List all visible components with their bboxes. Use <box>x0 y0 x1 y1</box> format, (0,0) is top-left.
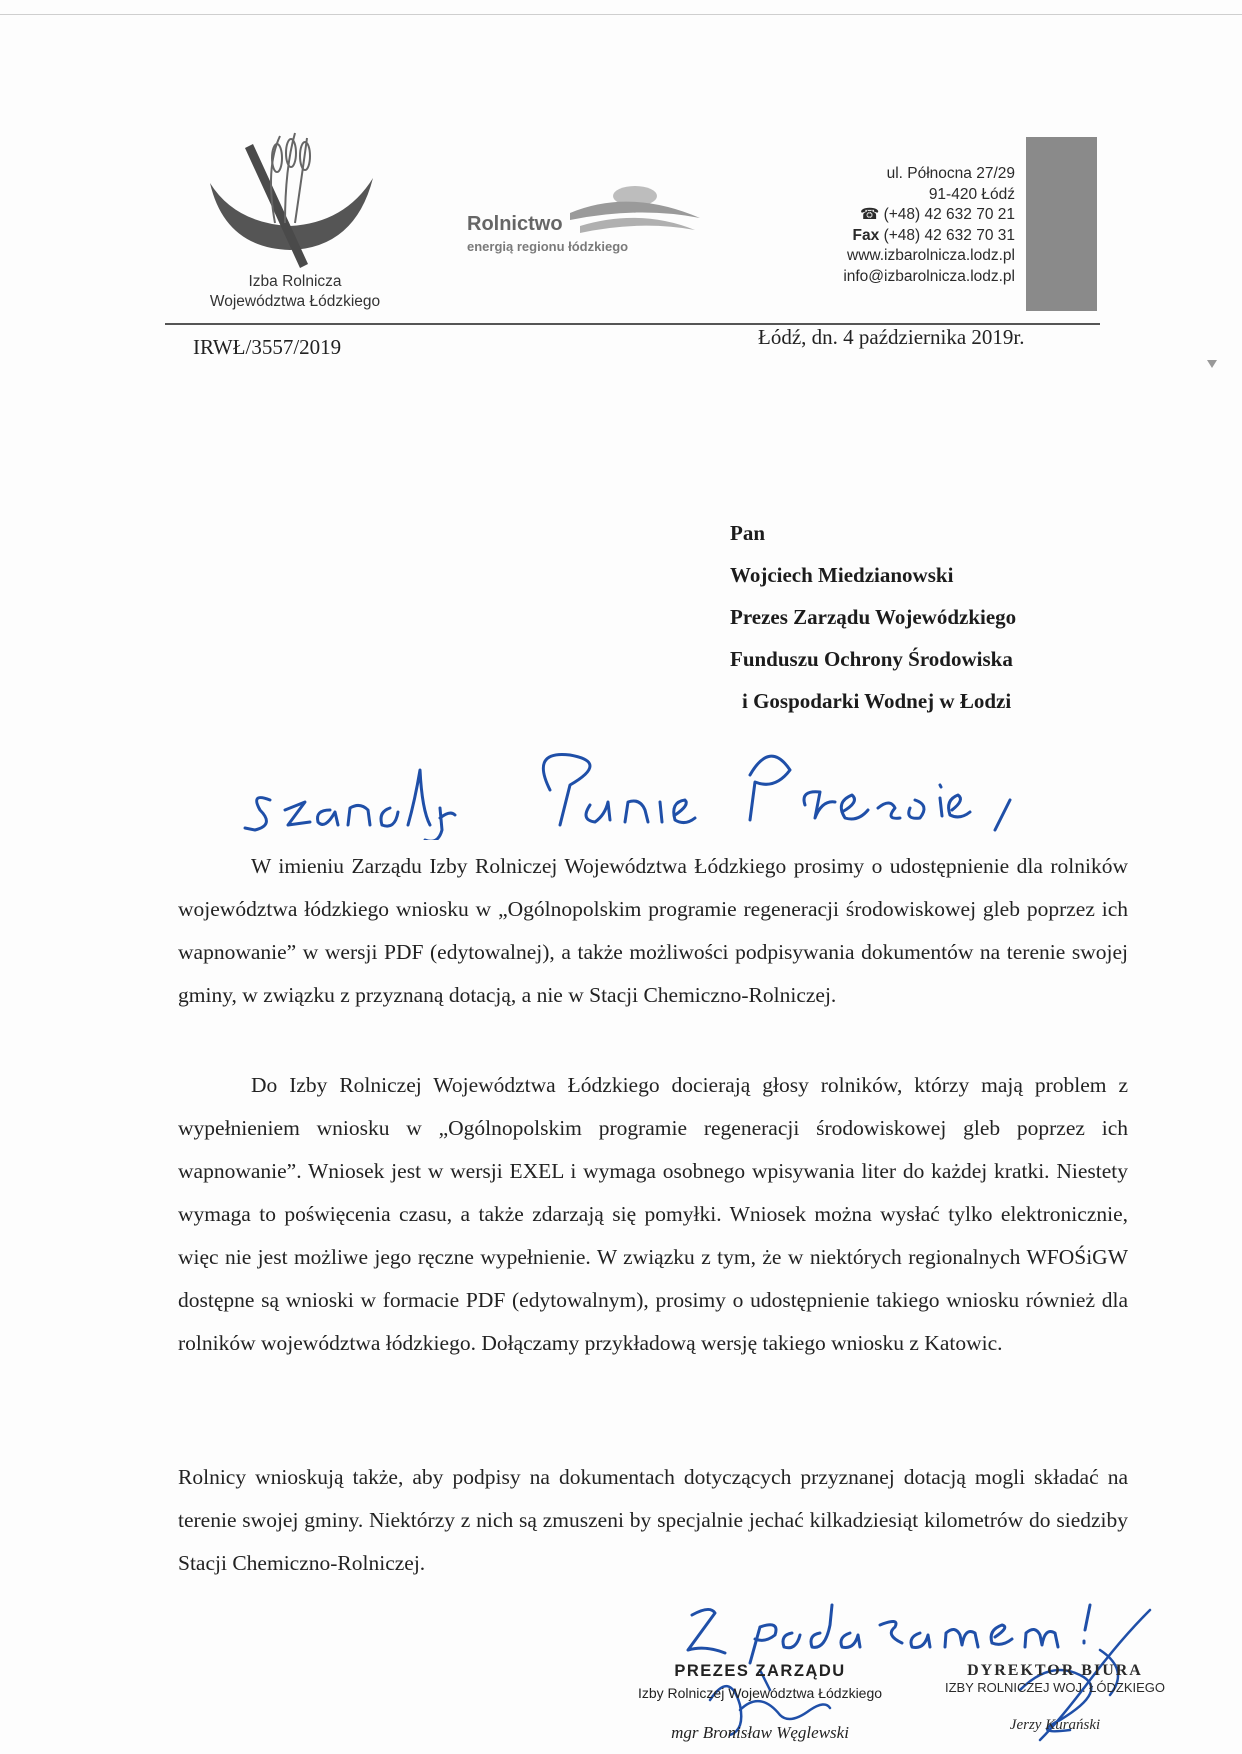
email: info@izbarolnicza.lodz.pl <box>843 267 1015 285</box>
right-signature-org: IZBY ROLNICZEJ WOJ. ŁÓDZKIEGO <box>944 1680 1166 1695</box>
scan-mark-icon <box>1207 360 1217 368</box>
org-name <box>180 272 410 312</box>
addressee-line3: Prezes Zarządu Wojewódzkiego <box>730 605 1017 629</box>
fax-line <box>760 226 1015 247</box>
phone: ☎ (+48) 42 632 70 21 <box>859 206 1015 223</box>
right-signature-name: Jerzy Kurański <box>1009 1717 1101 1733</box>
fax-number: (+48) 42 632 70 31 <box>883 226 1015 244</box>
address-street: ul. Północna 27/29 <box>886 165 1015 182</box>
right-signature-block <box>940 1662 1170 1734</box>
addressee-line4: Funduszu Ochrony Środowiska <box>730 647 1013 671</box>
campaign-title: Rolnictwo <box>467 213 563 235</box>
left-signature-block <box>610 1662 910 1743</box>
paragraph-1 <box>178 845 1128 1017</box>
addressee-line2: Wojciech Miedzianowski <box>730 563 954 587</box>
handwritten-salutation <box>230 730 1050 840</box>
letter-date: Łódź, dn. 4 października 2019r. <box>758 325 1025 349</box>
addressee-block <box>730 512 1016 722</box>
izba-rolnicza-logo <box>205 128 380 278</box>
paragraph-1-text: W imieniu Zarządu Izby Rolniczej Województwa Łódzkiego prosimy o udostępnienie dla rolników województwa łódzkiego wniosku w „Ogólnopolskim programie regeneracji środowiskowej gleb poprzez ich wapnowanie” w wersji PDF (edytowalnej), a także możliwości podpisywania dokumentów na terenie swojej gminy, w związku z przyznaną dotacją, a nie w Stacji Chemiczno-Rolniczej. <box>178 854 1128 1007</box>
paragraph-2 <box>178 1064 1128 1365</box>
org-name-line2: Województwa Łódzkiego <box>209 293 381 310</box>
contact-block <box>760 164 1015 287</box>
addressee-line1: Pan <box>730 521 766 545</box>
fax-label: Fax <box>852 226 880 244</box>
left-signature-name: mgr Bronisław Węglewski <box>671 1723 849 1742</box>
website: www.izbarolnicza.lodz.pl <box>847 247 1015 264</box>
paragraph-3 <box>178 1456 1128 1585</box>
paragraph-2-text: Do Izby Rolniczej Województwa Łódzkiego docierają głosy rolników, którzy mają problem z wypełnieniem wniosku w „Ogólnopolskim programie regeneracji środowiskowej gleb poprzez ich wapnowanie”. Wniosek jest w wersji EXEL i wymaga osobnego wpisywania liter do każdej kratki. Niestety wymaga to poświęcenia czasu, a także zdarzają się pomyłki. Wniosek można wysłać tylko elektronicznie, więc nie jest możliwe jego ręczne wypełnienie. W związku z tym, że w niektórych regionalnych WFOŚiGW dostępne są wnioski w formacie PDF (edytowalnym), prosimy o udostępnienie takiego wniosku również dla rolników województwa łódzkiego. Dołączamy przykładową wersję takiego wniosku z Katowic. <box>178 1073 1128 1355</box>
address-city: 91-420 Łódź <box>928 185 1015 203</box>
header-grey-bar <box>1026 137 1097 311</box>
reference-number: IRWŁ/3557/2019 <box>193 335 342 359</box>
addressee-line5: i Gospodarki Wodnej w Łodzi <box>742 689 1012 713</box>
paragraph-3-text: Rolnicy wnioskują także, aby podpisy na dokumentach dotyczących przyznanej dotacją mogli składać na terenie swojej gminy. Niektórzy z nich są zmuszeni by specjalnie jechać kilkadziesiąt kilometrów do siedziby Stacji Chemiczno-Rolniczej. <box>178 1465 1128 1575</box>
right-signature-title: DYREKTOR BIURA <box>967 1662 1143 1679</box>
org-name-line1: Izba Rolnicza <box>248 273 342 290</box>
campaign-subtitle: energią regionu łódzkiego <box>467 239 629 254</box>
left-signature-title: PREZES ZARZĄDU <box>674 1662 846 1680</box>
scan-top-edge <box>0 14 1242 15</box>
left-signature-org: Izby Rolniczej Województwa Łódzkiego <box>637 1685 883 1701</box>
